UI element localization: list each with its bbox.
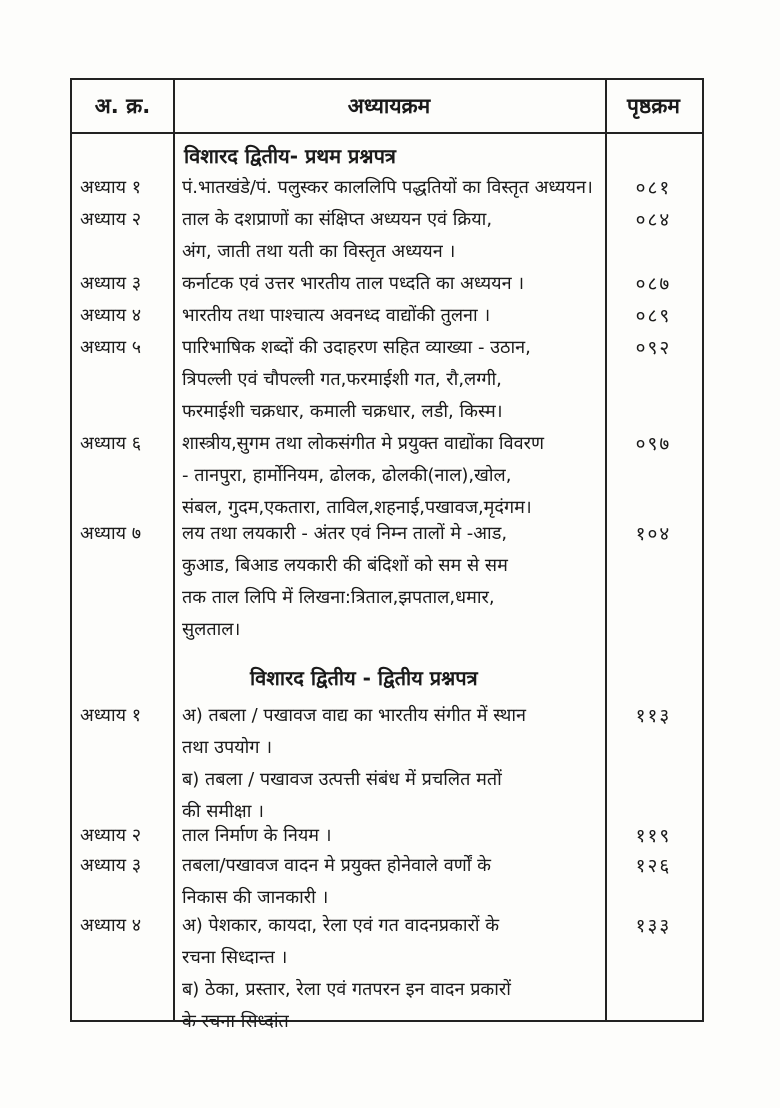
chapter-title-line: ब) तबला / पखावज उत्पत्ती संबंध में प्रचलित मतों [182, 769, 502, 790]
chapter-number: अध्याय १ [80, 177, 142, 198]
chapter-title-line: शास्त्रीय,सुगम तथा लोकसंगीत मे प्रयुक्त वाद्योंका विवरण [182, 433, 544, 454]
chapter-title [182, 820, 604, 852]
chapter-title [182, 172, 604, 204]
page-number: १२६ [635, 855, 672, 877]
column-divider [173, 80, 175, 1020]
page-number: ०८७ [635, 273, 672, 295]
page-number: ११९ [635, 825, 672, 847]
chapter-title-line: रचना सिध्दान्त । [182, 947, 288, 968]
chapter-title-line: तबला/पखावज वादन मे प्रयुक्त होनेवाले वर्णों के [182, 855, 491, 876]
chapter-title-line: - तानपुरा, हार्मोनियम, ढोलक, ढोलकी(नाल),खोल, [182, 465, 512, 486]
chapter-title [182, 428, 604, 524]
chapter-title [182, 700, 604, 828]
chapter-number: अध्याय २ [80, 209, 142, 230]
chapter-number: अध्याय २ [80, 825, 142, 846]
chapter-title-line: अ) तबला / पखावज वाद्य का भारतीय संगीत में स्थान [182, 705, 527, 726]
chapter-title-line: कुआड, बिआड लयकारी की बंदिशों को सम से सम [182, 555, 508, 576]
chapter-title-line: तक ताल लिपि में लिखना:त्रिताल,झपताल,धमार, [182, 587, 495, 608]
page-number: ११३ [635, 705, 672, 727]
chapter-title-line: फरमाईशी चक्रधार, कमाली चक्रधार, लडी, किस्म। [182, 401, 503, 422]
chapter-title-line: के रचना सिध्दांत [182, 1011, 289, 1032]
header-chapter-title: अध्यायक्रम [347, 94, 431, 118]
chapter-title-line: ताल के दशप्राणों का संक्षिप्त अध्ययन एवं क्रिया, [182, 209, 493, 230]
chapter-title-line: अ) पेशकार, कायदा, रेला एवं गत वादनप्रकारों के [182, 915, 500, 936]
header-chapter-no: अ. क्र. [94, 94, 151, 118]
chapter-title [182, 204, 604, 268]
chapter-title-line: ताल निर्माण के नियम । [182, 825, 332, 846]
chapter-title-line: अंग, जाती तथा यती का विस्तृत अध्ययन । [182, 241, 456, 262]
chapter-title-line: संबल, गुदम,एकतारा, ताविल,शहनाई,पखावज,मृदंगम। [182, 497, 532, 518]
header-page-no: पृष्ठक्रम [627, 94, 680, 118]
chapter-title-line: भारतीय तथा पाश्चात्य अवनध्द वाद्योंकी तुलना । [182, 305, 491, 326]
chapter-number: अध्याय ४ [80, 305, 142, 326]
chapter-title-line: त्रिपल्ली एवं चौपल्ली गत,फरमाईशी गत, रौ,लग्गी, [182, 369, 502, 390]
chapter-number: अध्याय ३ [80, 273, 142, 294]
header-divider [72, 132, 702, 134]
page-number: ०८१ [635, 177, 672, 199]
chapter-title [182, 268, 604, 300]
chapter-number: अध्याय १ [80, 705, 142, 726]
page-number: ०८९ [635, 305, 672, 327]
chapter-title-line: की समीक्षा । [182, 801, 264, 822]
chapter-title-line: निकास की जानकारी । [182, 887, 329, 908]
page-number: ०९७ [635, 433, 672, 455]
page-number: १०४ [635, 523, 672, 545]
page-number: ०८४ [635, 209, 672, 231]
section-title: विशारद द्वितीय - द्वितीय प्रश्नपत्र [250, 666, 478, 690]
chapter-title-line: लय तथा लयकारी - अंतर एवं निम्न तालों मे -आड, [182, 523, 508, 544]
table-of-contents [70, 78, 704, 1032]
chapter-number: अध्याय ४ [80, 915, 142, 936]
section-title: विशारद द्वितीय- प्रथम प्रश्नपत्र [184, 144, 396, 168]
chapter-title [182, 910, 604, 1038]
page-number: १३३ [635, 915, 672, 937]
chapter-title [182, 518, 604, 646]
chapter-title-line: कर्नाटक एवं उत्तर भारतीय ताल पध्दति का अध्ययन । [182, 273, 525, 294]
chapter-title-line: ब) ठेका, प्रस्तार, रेला एवं गतपरन इन वादन प्रकारों [182, 979, 511, 1000]
chapter-number: अध्याय ७ [80, 523, 142, 544]
page-number: ०९२ [635, 337, 672, 359]
chapter-title-line: तथा उपयोग । [182, 737, 273, 758]
chapter-title [182, 332, 604, 428]
chapter-number: अध्याय ५ [80, 337, 142, 358]
chapter-number: अध्याय ६ [80, 433, 142, 454]
chapter-title-line: पारिभाषिक शब्दों की उदाहरण सहित व्याख्या - उठान, [182, 337, 531, 358]
chapter-title-line: पं.भातखंडे/पं. पलुस्कर काललिपि पद्धतियों का विस्तृत अध्ययन। [182, 177, 593, 198]
chapter-title-line: सुलताल। [182, 619, 241, 640]
chapter-title [182, 850, 604, 914]
chapter-number: अध्याय ३ [80, 855, 142, 876]
chapter-title [182, 300, 604, 332]
